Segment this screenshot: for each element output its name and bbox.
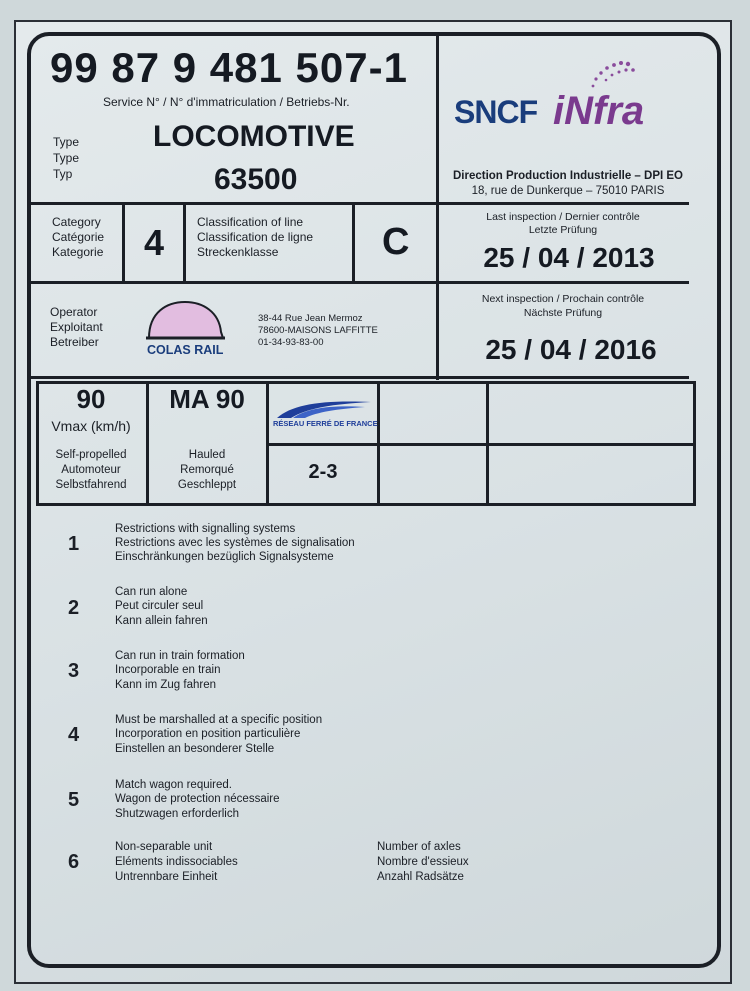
infra-logo-text: iNfra (553, 89, 645, 133)
speed-unit: Vmax (km/h) (51, 418, 131, 434)
rule-text: Incorporation en position particulière (115, 728, 301, 740)
service-number: 99 87 9 481 507-1 (50, 44, 408, 91)
rule-text: Kann allein fahren (115, 615, 208, 627)
rule-text: Wagon de protection nécessaire (115, 793, 280, 805)
self-propelled-speed: 90 (76, 384, 106, 414)
service-caption: Service N° / N° d'immatriculation / Betriebs-Nr. (103, 95, 350, 109)
type-label: Typ (53, 167, 73, 181)
line-class-label: Classification de ligne (197, 230, 314, 244)
sncf-logo-text: SNCF (454, 94, 538, 130)
rule-number: 4 (68, 724, 80, 746)
hauled-speed: MA 90 (169, 384, 245, 414)
rule-text: Untrennbare Einheit (115, 871, 218, 883)
next-inspection-date: 25 / 04 / 2016 (485, 334, 657, 365)
address-text: 18, rue de Dunkerque – 75010 PARIS (471, 185, 665, 197)
divider (122, 204, 125, 282)
self-propelled-label: Self-propelled (55, 449, 127, 461)
divider (268, 443, 695, 446)
divider (31, 376, 689, 379)
rff-logo-icon (273, 398, 373, 420)
last-inspection-caption: Letzte Prüfung (528, 224, 598, 236)
rule-number: 5 (68, 789, 80, 811)
last-inspection-caption: Last inspection / Dernier contrôle (486, 211, 640, 223)
rule-text: Must be marshalled at a specific position (115, 714, 323, 726)
hauled-label: Remorqué (180, 464, 234, 476)
line-class-value: C (382, 221, 410, 263)
type-value: LOCOMOTIVE (153, 120, 355, 153)
divider (36, 503, 696, 506)
type-code: 63500 (214, 163, 298, 196)
operator-label: Operator (50, 305, 98, 319)
divider (31, 202, 689, 205)
rule-number: 6 (68, 851, 80, 873)
operator-phone: 01-34-93-83-00 (258, 337, 324, 348)
rule-text: Einschränkungen bezüglich Signalsysteme (115, 551, 334, 563)
hauled-label: Hauled (188, 449, 226, 461)
type-label: Type (53, 151, 80, 165)
operator-address: 78600-MAISONS LAFFITTE (258, 325, 378, 336)
rff-logo-text: RÉSEAU FERRÉ DE FRANCE (273, 419, 378, 428)
next-inspection-caption: Nächste Prüfung (523, 307, 603, 319)
axles-label: Number of axles (377, 841, 461, 853)
rule-text: Peut circuler seul (115, 600, 204, 612)
self-propelled-label: Automoteur (61, 464, 121, 476)
divider (183, 204, 186, 282)
type-label: Type (53, 135, 80, 149)
category-label: Catégorie (52, 230, 105, 244)
divider (352, 204, 355, 282)
rule-text: Non-separable unit (115, 841, 213, 853)
category-value: 4 (144, 222, 165, 263)
rule-number: 1 (68, 533, 80, 555)
rule-text: Incorporable en train (115, 664, 221, 676)
divider (436, 36, 439, 380)
line-class-label: Classification of line (197, 215, 304, 229)
rule-text: Restrictions with signalling systems (115, 523, 296, 535)
next-inspection-caption: Next inspection / Prochain contrôle (481, 293, 645, 305)
line-class-label: Streckenklasse (197, 245, 279, 259)
self-propelled-label: Selbstfahrend (55, 479, 127, 491)
rule-text: Match wagon required. (115, 779, 232, 791)
rule-number: 2 (68, 597, 80, 619)
category-label: Kategorie (52, 245, 104, 259)
operator-label: Exploitant (50, 320, 103, 334)
colas-logo-text: COLAS RAIL (147, 343, 224, 357)
axles-label: Nombre d'essieux (377, 856, 469, 868)
hauled-label: Geschleppt (177, 479, 237, 491)
rff-value: 2-3 (308, 461, 338, 483)
rule-text: Can run in train formation (115, 650, 245, 662)
direction-text: Direction Production Industrielle – DPI EO (452, 170, 684, 182)
colas-helmet-icon (145, 298, 227, 342)
divider (36, 381, 696, 384)
rule-text: Kann im Zug fahren (115, 679, 217, 691)
divider (31, 281, 689, 284)
rule-text: Einstellen an besonderer Stelle (115, 743, 275, 755)
rule-text: Eléments indissociables (115, 856, 238, 868)
rule-text: Can run alone (115, 586, 188, 598)
rule-number: 3 (68, 660, 80, 682)
category-label: Category (52, 215, 101, 229)
rule-text: Restrictions avec les systèmes de signalisation (115, 537, 355, 549)
axles-label: Anzahl Radsätze (377, 871, 464, 883)
operator-address: 38-44 Rue Jean Mermoz (258, 313, 363, 324)
last-inspection-date: 25 / 04 / 2013 (483, 242, 655, 273)
operator-label: Betreiber (50, 335, 99, 349)
rule-text: Shutzwagen erforderlich (115, 808, 240, 820)
